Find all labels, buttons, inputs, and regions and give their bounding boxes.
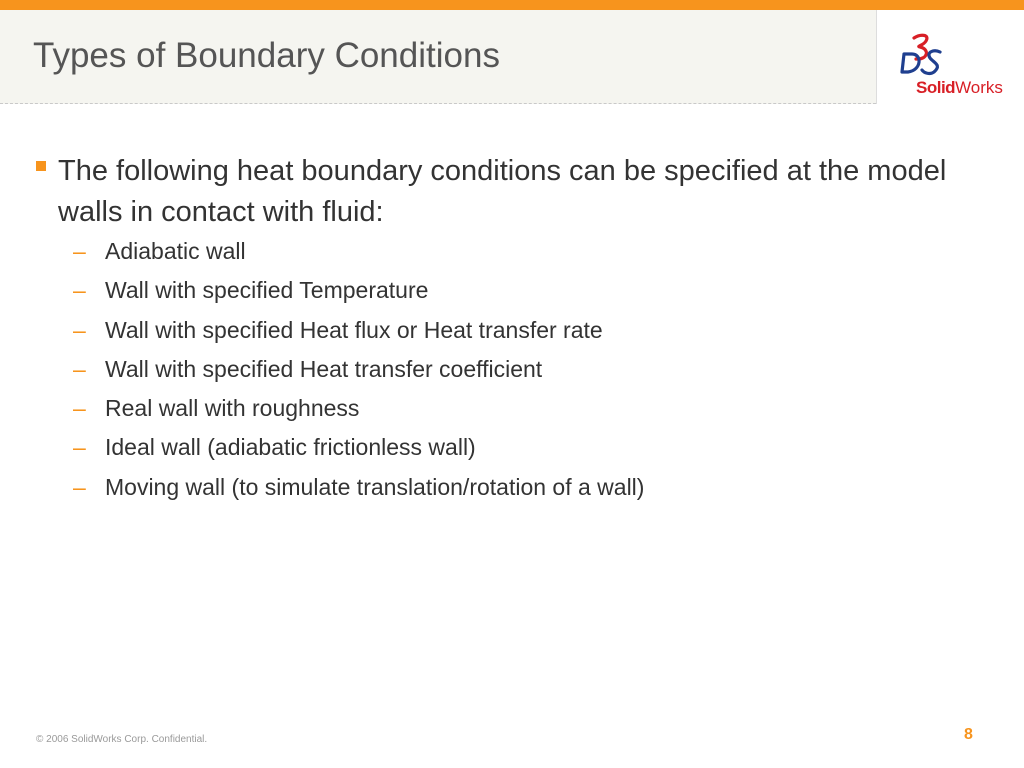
main-bullet-text: The following heat boundary conditions can be specified at the model walls in contact with fluid: <box>58 155 947 228</box>
dash-bullet-icon: – <box>73 277 86 304</box>
top-accent-bar <box>0 0 1024 10</box>
logo-text-solid: Solid <box>916 78 956 97</box>
list-item-text: Wall with specified Temperature <box>105 277 429 304</box>
dash-bullet-icon: – <box>73 316 86 343</box>
dash-bullet-icon: – <box>73 395 86 422</box>
list-item-text: Ideal wall (adiabatic frictionless wall) <box>105 434 476 461</box>
list-item-text: Moving wall (to simulate translation/rotation of a wall) <box>105 473 645 500</box>
3ds-emblem-icon <box>900 32 944 78</box>
footer-copyright: © 2006 SolidWorks Corp. Confidential. <box>36 734 208 745</box>
dash-bullet-icon: – <box>73 434 86 461</box>
logo-wordmark <box>916 78 1003 98</box>
dash-bullet-icon: – <box>73 473 86 500</box>
list-item-text: Wall with specified Heat flux or Heat transfer rate <box>105 316 603 343</box>
dash-bullet-icon: – <box>73 355 86 382</box>
square-bullet-icon <box>36 161 46 171</box>
list-item-text: Adiabatic wall <box>105 238 246 264</box>
logo-text-works: Works <box>955 78 1003 97</box>
dash-bullet-icon: – <box>73 238 86 264</box>
slide-title: Types of Boundary Conditions <box>33 36 500 75</box>
page-number: 8 <box>964 726 973 743</box>
header-divider <box>876 10 877 104</box>
list-item-text: Real wall with roughness <box>105 395 360 422</box>
list-item-text: Wall with specified Heat transfer coefficient <box>105 355 543 382</box>
solidworks-logo <box>898 32 1008 98</box>
